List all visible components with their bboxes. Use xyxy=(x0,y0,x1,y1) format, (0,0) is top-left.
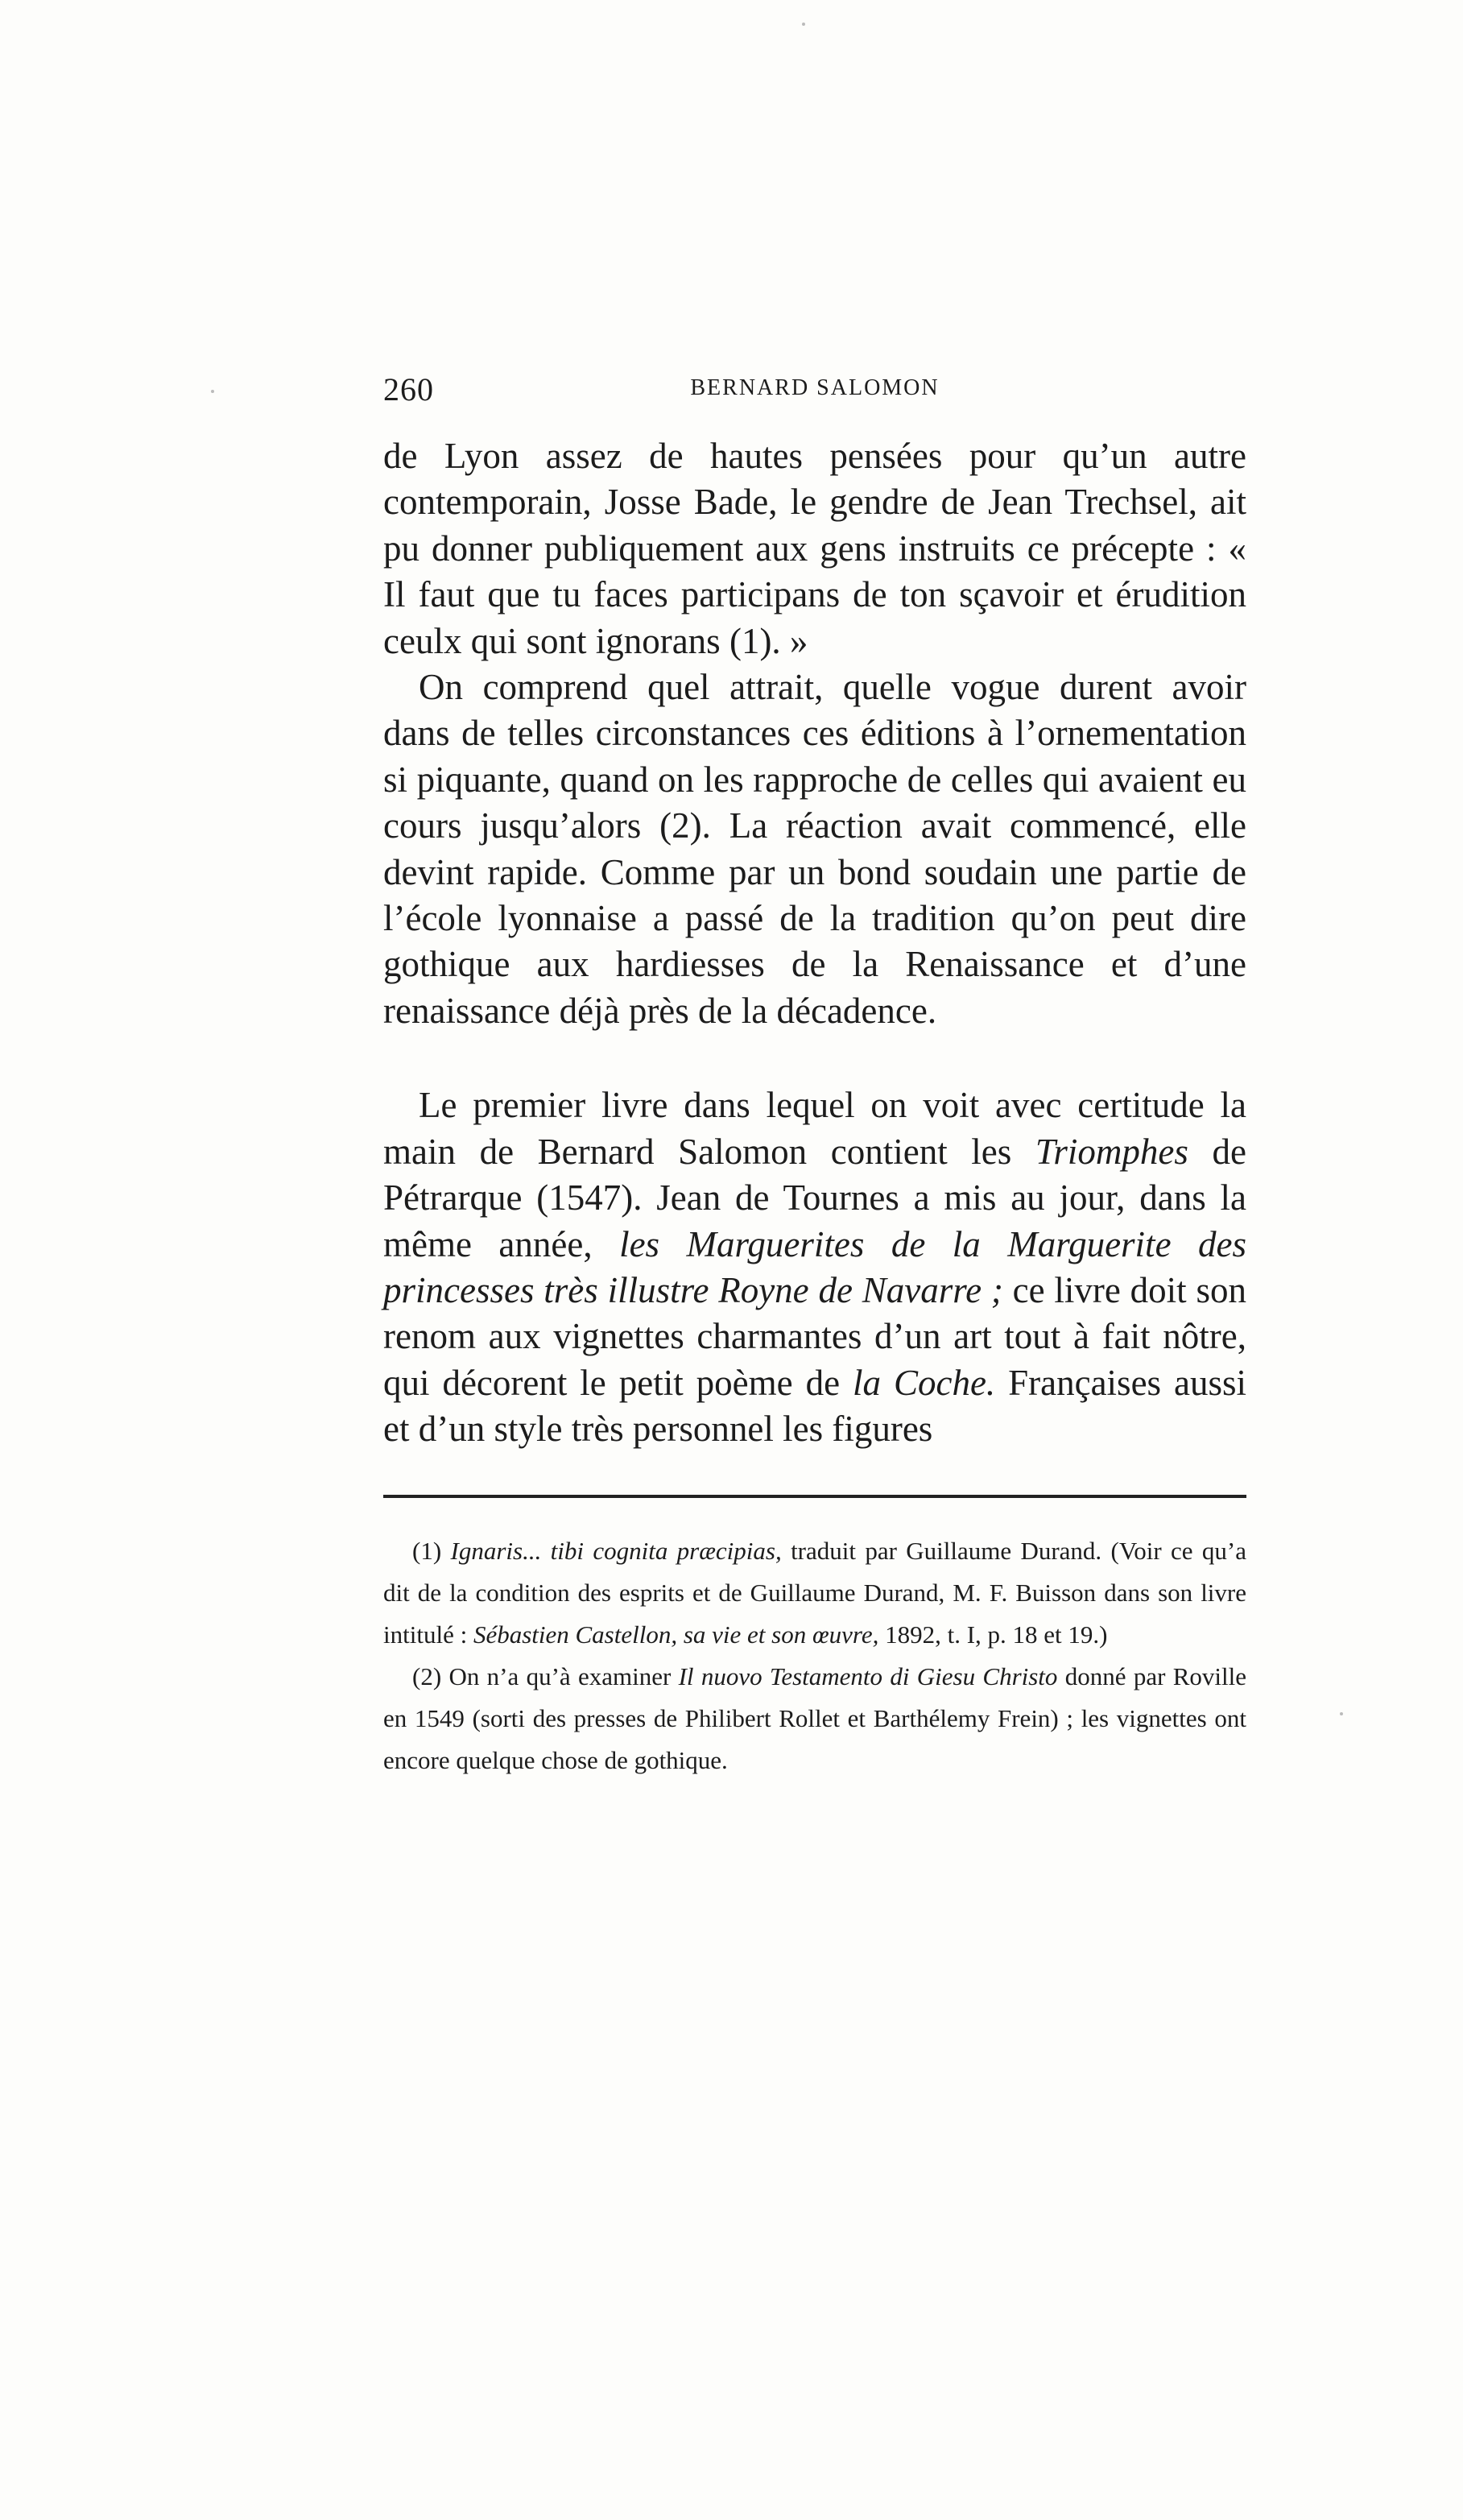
paragraph-2: On comprend quel attrait, quelle vogue durent avoir dans de telles circonstances ces éditions à l’ornementation si piquante, quand on les rapproche de celles qui avaient eu cours jusqu’alors (2). La réaction avait commencé, elle devint rapide. Comme par un bond soudain une partie de l’école lyonnaise a passé de la tradition qu’on peut dire gothique aux hardiesses de la Renaissance et d’une renaissance déjà près de la décadence. xyxy=(383,667,1246,1031)
paper-speck xyxy=(802,23,805,26)
footnote-2: (2) On n’a qu’à examiner Il nuovo Testamento di Giesu Christo donné par Roville en 1549 (sorti des presses de Philibert Rollet et Barthélemy Frein) ; les vignettes ont encore quelque chose de gothique. xyxy=(383,1661,1246,1774)
book-page xyxy=(383,370,1246,1781)
paragraph-1: de Lyon assez de hautes pensées pour qu’un autre contemporain, Josse Bade, le gendre de Jean Trechsel, ait pu donner publiquement aux gens instruits ce précepte : « Il faut que tu faces participans de ton sçavoir et érudition ceulx qui sont ignorans (1). » xyxy=(383,436,1246,661)
running-title: BERNARD SALOMON xyxy=(690,375,940,400)
paper-speck xyxy=(1340,1712,1343,1715)
main-text xyxy=(383,433,1246,1453)
paper-speck xyxy=(211,390,214,393)
section-gap xyxy=(383,1034,1246,1082)
footnote-rule xyxy=(383,1495,1246,1498)
paragraph-3: Le premier livre dans lequel on voit avec certitude la main de Bernard Salomon contient les Triomphes de Pétrarque (1547). Jean de Tournes a mis au jour, dans la même année, les Marguerites de la Marguerite des princesses très illustre Royne de Navarre ; ce livre doit son renom aux vignettes charmantes d’un art tout à fait nôtre, qui décorent le petit poème de la Coche. Françaises aussi et d’un style très personnel les figures xyxy=(383,1085,1247,1450)
page-number: 260 xyxy=(383,371,434,408)
footnotes xyxy=(383,1530,1246,1781)
footnote-ref-1: 1 xyxy=(741,620,760,661)
footnote-1: (1) Ignaris... tibi cognita præcipias, traduit par Guillaume Durand. (Voir ce qu’a dit de la condition des esprits et de Guillaume Durand, M. F. Buisson dans son livre intitulé : Sébastien Castellon, sa vie et son œuvre, 1892, t. I, p. 18 et 19.) xyxy=(383,1536,1246,1649)
running-head xyxy=(383,370,1246,419)
footnote-ref-2: 2 xyxy=(672,805,690,846)
